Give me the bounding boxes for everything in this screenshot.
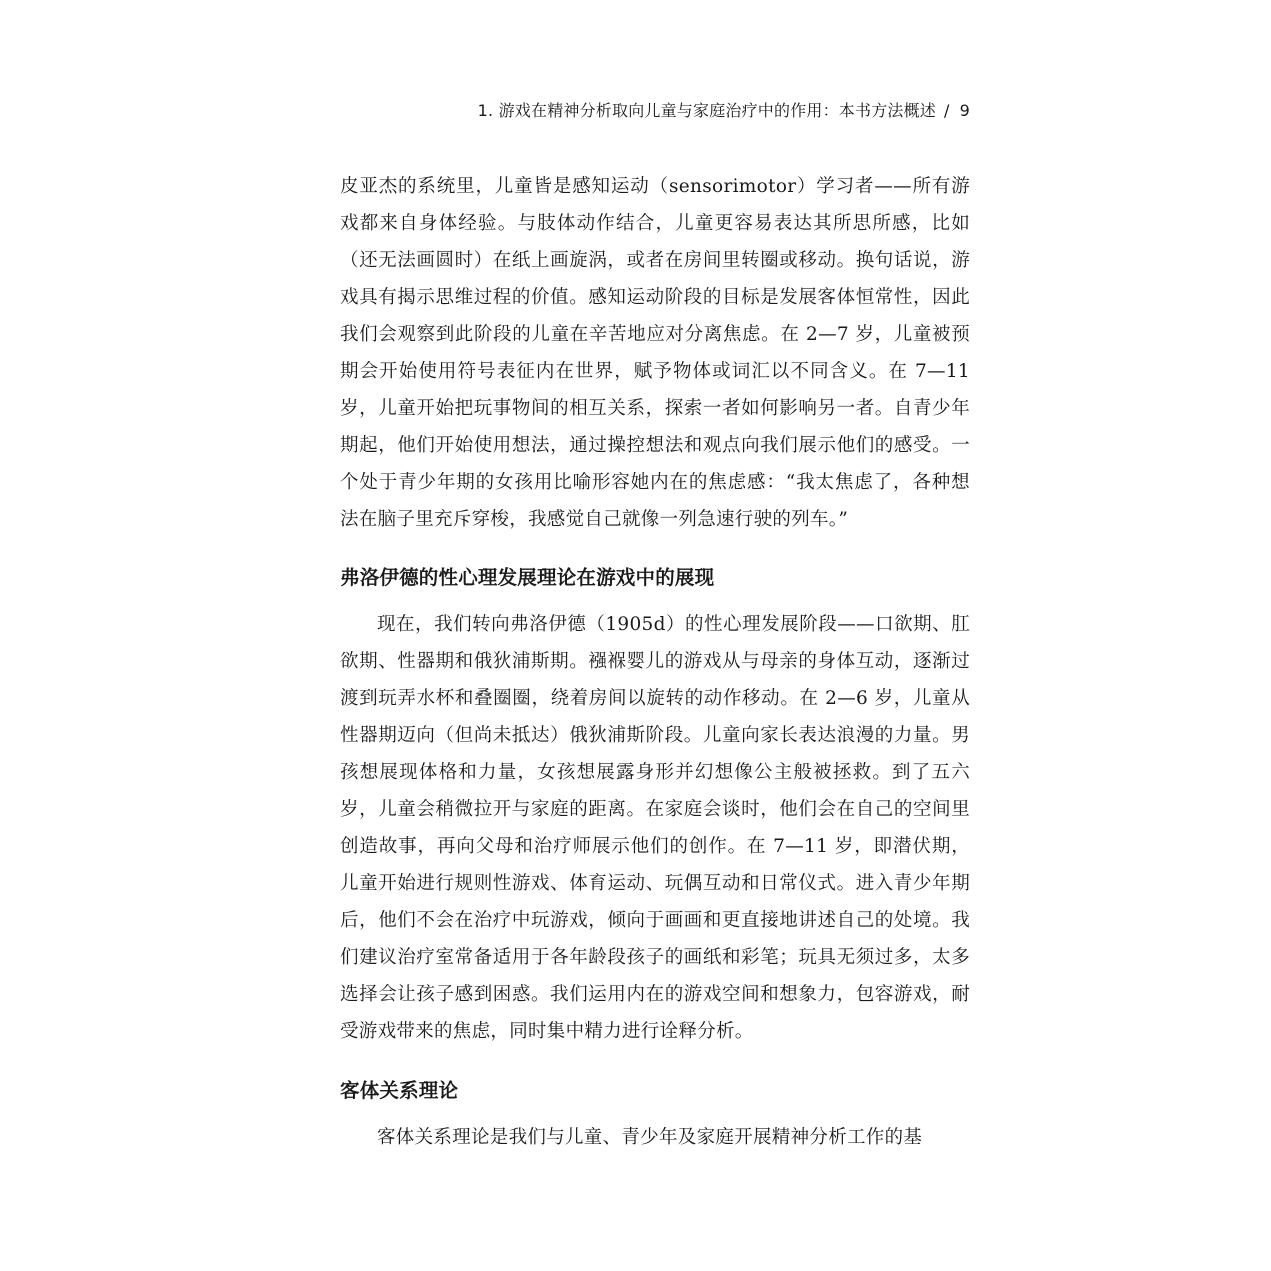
- page-number: 9: [959, 101, 970, 120]
- header-separator: /: [944, 101, 950, 120]
- body-paragraph-object-relations: 客体关系理论是我们与儿童、青少年及家庭开展精神分析工作的基: [377, 1127, 923, 1148]
- body-paragraph-piaget: 皮亚杰的系统里，儿童皆是感知运动（sensorimotor）学习者——所有游戏都来自身体经验。与肢体动作结合，儿童更容易表达其所思所感，比如（还无法画圆时）在纸上画旋涡，或者在房间里转圈或移动。换句话说，游戏具有揭示思维过程的价值。感知运动阶段的目标是发展客体恒常性，因此我们会观察到此阶段的儿童在辛苦地应对分离焦虑。在 2—7 岁，儿童被预期会开始使用符号表征内在世界，赋予物体或词汇以不同含义。在 7—11 岁，儿童开始把玩事物间的相互关系，探索一者如何影响另一者。自青少年期起，他们开始使用想法，通过操控想法和观点向我们展示他们的感受。一个处于青少年期的女孩用比喻形容她内在的焦虑感：“我太焦虑了，各种想法在脑子里充斥穿梭，我感觉自己就像一列急速行驶的列车。”: [340, 176, 970, 530]
- section-heading-object-relations: 客体关系理论: [340, 1079, 459, 1102]
- running-header: [340, 98, 970, 124]
- running-title: 1. 游戏在精神分析取向儿童与家庭治疗中的作用：本书方法概述: [477, 101, 937, 120]
- page-body: [340, 168, 970, 1156]
- section-heading-freud: 弗洛伊德的性心理发展理论在游戏中的展现: [340, 566, 715, 589]
- body-paragraph-freud: 现在，我们转向弗洛伊德（1905d）的性心理发展阶段——口欲期、肛欲期、性器期和俄狄浦斯期。襁褓婴儿的游戏从与母亲的身体互动，逐渐过渡到玩弄水杯和叠圈圈，绕着房间以旋转的动作移动。在 2—6 岁，儿童从性器期迈向（但尚未抵达）俄狄浦斯阶段。儿童向家长表达浪漫的力量。男孩想展现体格和力量，女孩想展露身形并幻想像公主般被拯救。到了五六岁，儿童会稍微拉开与家庭的距离。在家庭会谈时，他们会在自己的空间里创造故事，再向父母和治疗师展示他们的创作。在 7—11 岁，即潜伏期，儿童开始进行规则性游戏、体育运动、玩偶互动和日常仪式。进入青少年期后，他们不会在治疗中玩游戏，倾向于画画和更直接地讲述自己的处境。我们建议治疗室常备适用于各年龄段孩子的画纸和彩笔；玩具无须过多，太多选择会让孩子感到困惑。我们运用内在的游戏空间和想象力，包容游戏，耐受游戏带来的焦虑，同时集中精力进行诠释分析。: [340, 614, 970, 1042]
